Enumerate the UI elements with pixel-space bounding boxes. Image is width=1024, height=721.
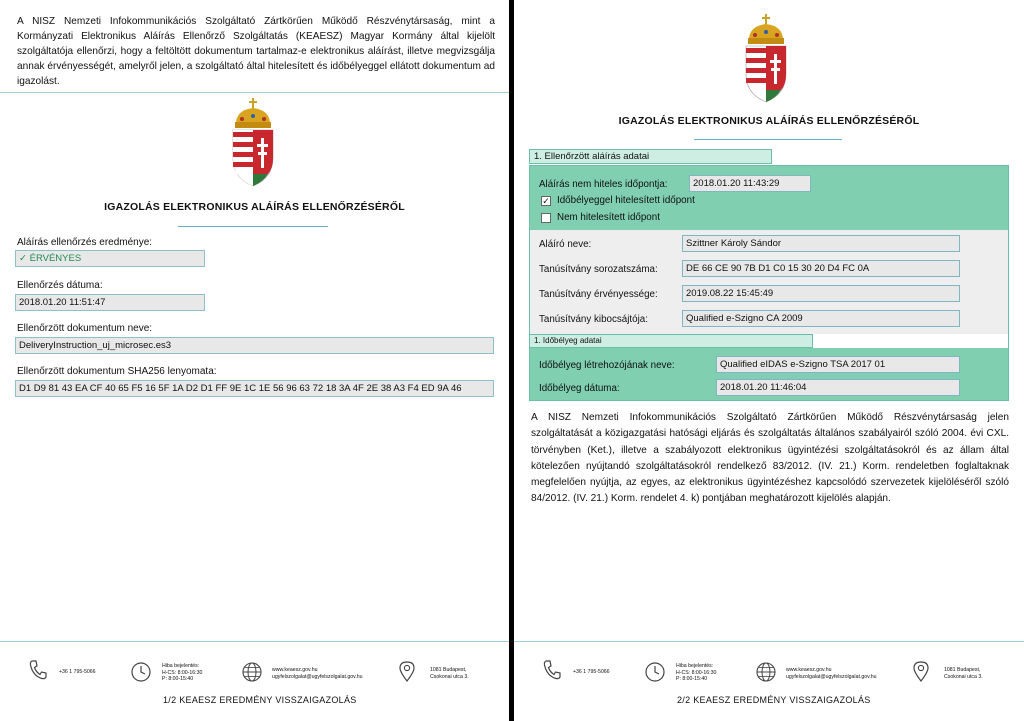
untrusted-checkbox[interactable] <box>541 213 551 223</box>
sig-time-field: 2018.01.20 11:43:29 <box>689 175 811 192</box>
intro-divider <box>0 92 509 93</box>
legal-text: A NISZ Nemzeti Infokommunikációs Szolgáltató Zártkörűen Működő Részvénytársaság jelen szolgáltatását a közigazgatási hatósági eljárás és szolgáltatás általános szabályairól szóló 2004. évi CXL. törvényben (Ket.), illetve a szabályozott elektronikus ügyintézési szolgáltatásokról és az állam által kötelezően nyújtandó szolgáltatásokról rendelkező 83/2012. (IV. 21.) Korm. rendeletben foglaltaknak megfelelően nyújtja, az egyes, az elektronikus ügyintézéshez kapcsolódó szervezetek kijelöléséről szóló 84/2012. (IV. 21.) Korm. rendelet 4. k) pontjában meghatározott kijelölés alapján. <box>531 412 1009 505</box>
untrusted-checkbox-label: Nem hitelesített időpont <box>557 212 660 223</box>
footer-contact <box>786 667 877 680</box>
map-pin-icon <box>910 659 932 683</box>
docname-label: Ellenőrzött dokumentum neve: <box>17 323 153 334</box>
footer-caption: 1/2 KEAESZ EREDMÉNY VISSZAIGAZOLÁS <box>163 695 357 705</box>
serial-field: DE 66 CE 90 7B D1 C0 15 30 20 D4 FC 0A <box>682 260 960 277</box>
footer-web[interactable]: www.keaesz.gov.hu <box>786 667 832 673</box>
signer-label: Aláíró neve: <box>539 239 592 250</box>
validity-field: 2019.08.22 15:45:49 <box>682 285 960 302</box>
section-2-header: 1. Időbélyeg adatai <box>529 334 813 348</box>
footer-web[interactable]: www.keaesz.gov.hu <box>272 667 318 673</box>
footer-caption: 2/2 KEAESZ EREDMÉNY VISSZAIGAZOLÁS <box>677 695 871 705</box>
coat-of-arms-icon <box>230 98 276 188</box>
result-value: ÉRVÉNYES <box>29 253 82 264</box>
title-underline <box>694 139 842 140</box>
section-1-header: 1. Ellenőrzött aláírás adatai <box>529 149 772 164</box>
page-1 <box>0 0 509 721</box>
ts-creator-field: Qualified eIDAS e-Szigno TSA 2017 01 <box>716 356 960 373</box>
footer-divider <box>514 641 1024 642</box>
ts-date-label: Időbélyeg dátuma: <box>539 383 620 394</box>
issuer-field: Qualified e-Szigno CA 2009 <box>682 310 960 327</box>
clock-icon <box>130 660 152 684</box>
map-pin-icon <box>396 659 418 683</box>
hash-label: Ellenőrzött dokumentum SHA256 lenyomata: <box>17 366 217 377</box>
check-icon: ✓ <box>19 253 27 264</box>
date-label: Ellenőrzés dátuma: <box>17 280 103 291</box>
result-label: Aláírás ellenőrzés eredménye: <box>17 237 153 248</box>
result-field <box>15 250 205 267</box>
footer-contact <box>272 667 363 680</box>
serial-label: Tanúsítvány sorozatszáma: <box>539 264 658 275</box>
docname-field: DeliveryInstruction_uj_microsec.es3 <box>15 337 494 354</box>
footer-divider <box>0 641 509 642</box>
timestamped-checkbox[interactable]: ✓ <box>542 196 550 206</box>
ts-creator-label: Időbélyeg létrehozójának neve: <box>539 360 675 371</box>
globe-icon <box>241 660 263 684</box>
phone-icon <box>541 658 563 682</box>
footer-address: 1081 Budapest, Csokonai utca 3. <box>430 667 469 680</box>
signer-field: Szittner Károly Sándor <box>682 235 960 252</box>
hash-field: D1 D9 81 43 EA CF 40 65 F5 16 5F 1A D2 D1 FF 9E 1C 1E 56 96 63 72 18 3A 4F 2E 38 A3 F4 ED 9A 46 <box>15 380 494 397</box>
title-underline <box>178 226 328 227</box>
footer-email[interactable]: ugyfelszolgalat@ugyfelszolgalat.gov.hu <box>786 673 877 680</box>
page-2 <box>514 0 1024 721</box>
footer-hours: Hiba bejelentés: H-CS: 8:00-16:30 P: 8:00-15:40 <box>162 663 203 682</box>
footer-email[interactable]: ugyfelszolgalat@ugyfelszolgalat.gov.hu <box>272 673 363 680</box>
globe-icon <box>755 660 777 684</box>
page-title: IGAZOLÁS ELEKTRONIKUS ALÁÍRÁS ELLENŐRZÉSÉRŐL <box>618 115 920 127</box>
issuer-label: Tanúsítvány kibocsájtója: <box>539 314 648 325</box>
phone-icon <box>27 658 49 682</box>
clock-icon <box>644 660 666 684</box>
validity-label: Tanúsítvány érvényessége: <box>539 289 658 300</box>
sig-time-label: Aláírás nem hiteles időpontja: <box>539 179 668 190</box>
page-title: IGAZOLÁS ELEKTRONIKUS ALÁÍRÁS ELLENŐRZÉSÉRŐL <box>104 201 405 213</box>
intro-text: A NISZ Nemzeti Infokommunikációs Szolgáltató Zártkörűen Működő Részvénytársaság, mint a Kormányzati Elektronikus Aláírás Ellenőrző Szolgáltatás (KEAESZ) Magyar Kormány által kijelölt szolgáltatója ellenőrzi, hogy a feltöltött dokumentum tartalmaz-e elektronikus aláírást, illetve megvizsgálja annak érvényességét, amelyről jelen, a szolgáltató által hitelesített és időbélyeggel ellátott dokumentum ad igazolást. <box>17 16 495 87</box>
date-field: 2018.01.20 11:51:47 <box>15 294 205 311</box>
footer-address: 1081 Budapest, Csokonai utca 3. <box>944 667 983 680</box>
coat-of-arms-icon <box>743 14 789 104</box>
footer-phone: +36 1 795-5066 <box>59 669 96 675</box>
footer-phone: +36 1 795-5066 <box>573 669 610 675</box>
footer-hours: Hiba bejelentés: H-CS: 8:00-16:30 P: 8:00-15:40 <box>676 663 717 682</box>
timestamped-checkbox-label: Időbélyeggel hitelesített időpont <box>557 195 695 206</box>
ts-date-field: 2018.01.20 11:46:04 <box>716 379 960 396</box>
